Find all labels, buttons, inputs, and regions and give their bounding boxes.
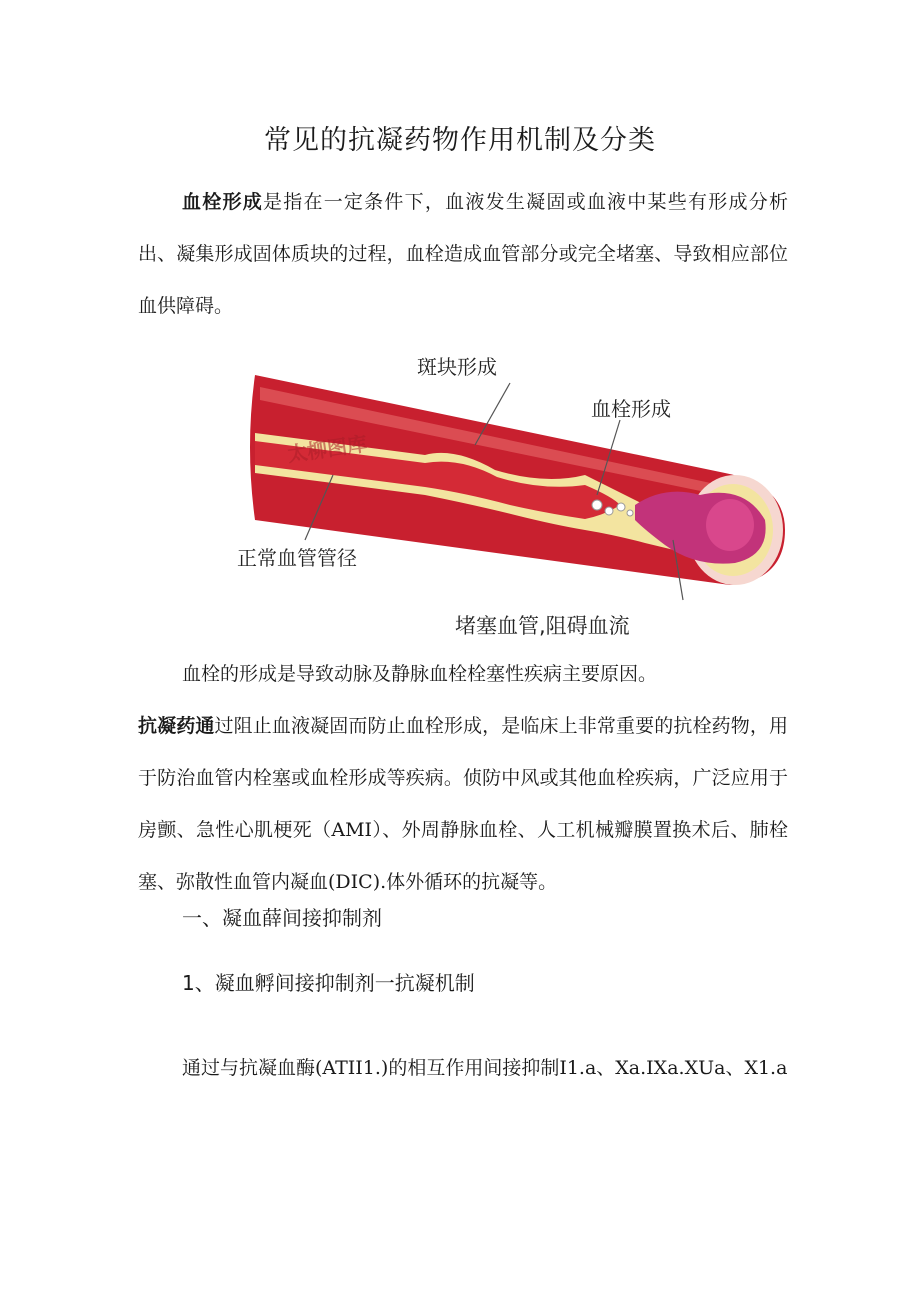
thrombus-particle [605,507,613,515]
cause-sentence: 血栓的形成是导致动脉及静脉血栓栓塞性疾病主要原因。 [182,663,658,685]
thrombus-particle [617,503,625,511]
vessel-drawing [225,345,795,645]
mechanism-line: 通过与抗凝血酶(ATII1.)的相互作用间接抑制I1.a、Xa.IXa.XUa、X1.a [182,1057,788,1079]
intro-paragraph [138,176,788,332]
watermark: 太柳图库 [285,431,369,467]
intro-term: 血栓形成 [182,191,263,213]
label-normal-diameter: 正常血管管径 [237,546,357,570]
blood-vessel-illustration [225,345,795,645]
thrombus-particle [592,500,602,510]
label-thrombus: 血栓形成 [591,397,671,421]
section-heading: 一、凝血薛间接抑制剂 [182,906,382,930]
clot-core [706,499,754,551]
anticoag-term: 抗凝药通 [138,715,215,737]
intro-text: 是指在一定条件下，血液发生凝固或血液中某些有形成分析出、凝集形成固体质块的过程，血栓造成血管部分或完全堵塞、导致相应部位血供障碍。 [138,191,788,317]
anticoag-text: 过阻止血液凝固而防止血栓形成，是临床上非常重要的抗栓药物，用于防治血管内栓塞或血栓形成等疾病。侦防中风或其他血栓疾病，广泛应用于房颤、急性心肌梗死（AMI）、外周静脉血栓、人工机械瓣膜置换术后、肺栓塞、弥散性血管内凝血(DIC).体外循环的抗凝等。 [138,715,788,893]
anticoag-paragraph [138,700,788,908]
page-title: 常见的抗凝药物作用机制及分类 [264,125,656,156]
subsection-heading: 1、凝血孵间接抑制剂一抗凝机制 [182,971,475,995]
label-plaque: 斑块形成 [417,355,497,379]
thrombus-particle [627,510,633,516]
label-blocked-vessel: 堵塞血管,阻碍血流 [455,614,630,638]
